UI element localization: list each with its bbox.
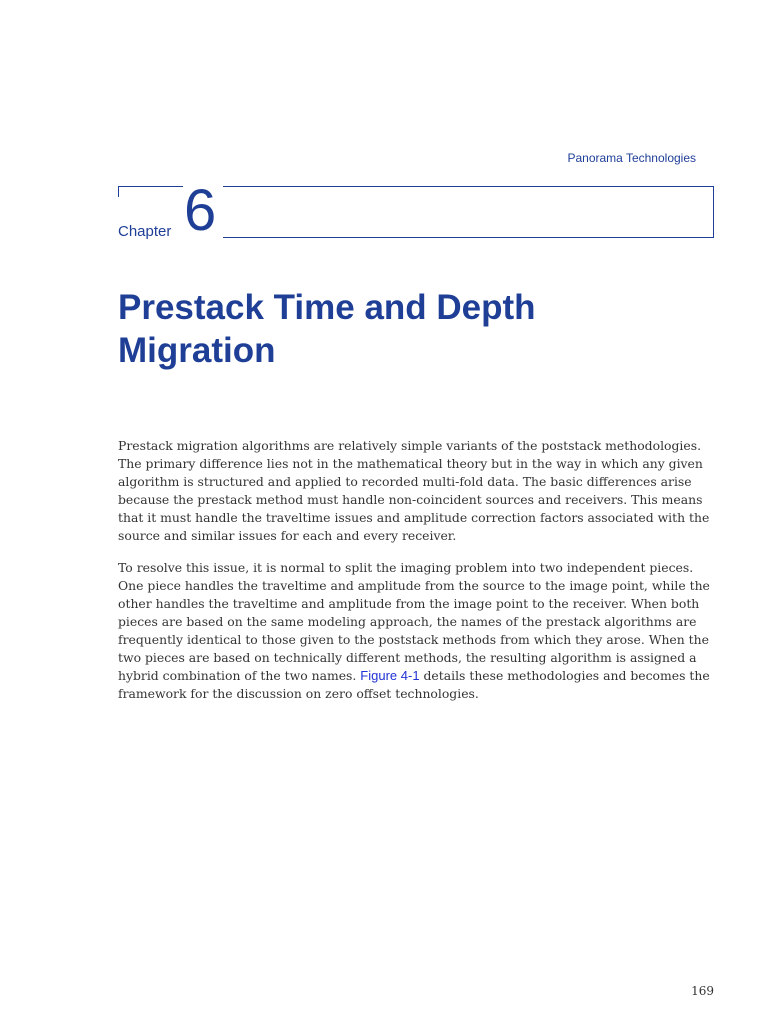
paragraph-2-text-before-link: To resolve this issue, it is normal to split the imaging problem into two independent pieces. One piece handles the traveltime and amplitude from the source to the image point, while the other handles the traveltime and amplitude from the image point to the receiver. When both pieces are based on the same modeling approach, the names of the prestack algorithms are frequently identical to those given to the poststack methods from which they arose. When the two pieces are based on technically different methods, the resulting algorithm is assigned a hybrid combination of the two names.: [118, 560, 710, 683]
page-number: 169: [691, 984, 714, 998]
figure-4-1-link[interactable]: Figure 4-1: [360, 668, 420, 683]
chapter-title-line-2: Migration: [118, 331, 276, 370]
paragraph-2-text-after-link: details these methodologies and becomes the framework for the discussion on zero offset technologies.: [118, 668, 710, 701]
header-company-name: Panorama Technologies: [567, 151, 696, 165]
chapter-label: Chapter: [118, 223, 172, 240]
paragraph-2: [118, 559, 710, 703]
chapter-title: [118, 286, 658, 372]
chapter-heading-box: [118, 178, 714, 243]
chapter-title-line-1: Prestack Time and Depth: [118, 288, 536, 327]
body-text: [118, 437, 710, 717]
paragraph-1: Prestack migration algorithms are relatively simple variants of the poststack methodologies. The primary difference lies not in the mathematical theory but in the way in which any given algorithm is structured and applied to recorded multi-fold data. The basic differences arise because the prestack method must handle non-coincident sources and receivers. This means that it must handle the traveltime issues and amplitude correction factors associated with the source and similar issues for each and every receiver.: [118, 438, 710, 543]
chapter-box-frame: [223, 186, 714, 238]
chapter-box-left-bracket: [118, 186, 183, 197]
chapter-number: 6: [184, 178, 217, 243]
